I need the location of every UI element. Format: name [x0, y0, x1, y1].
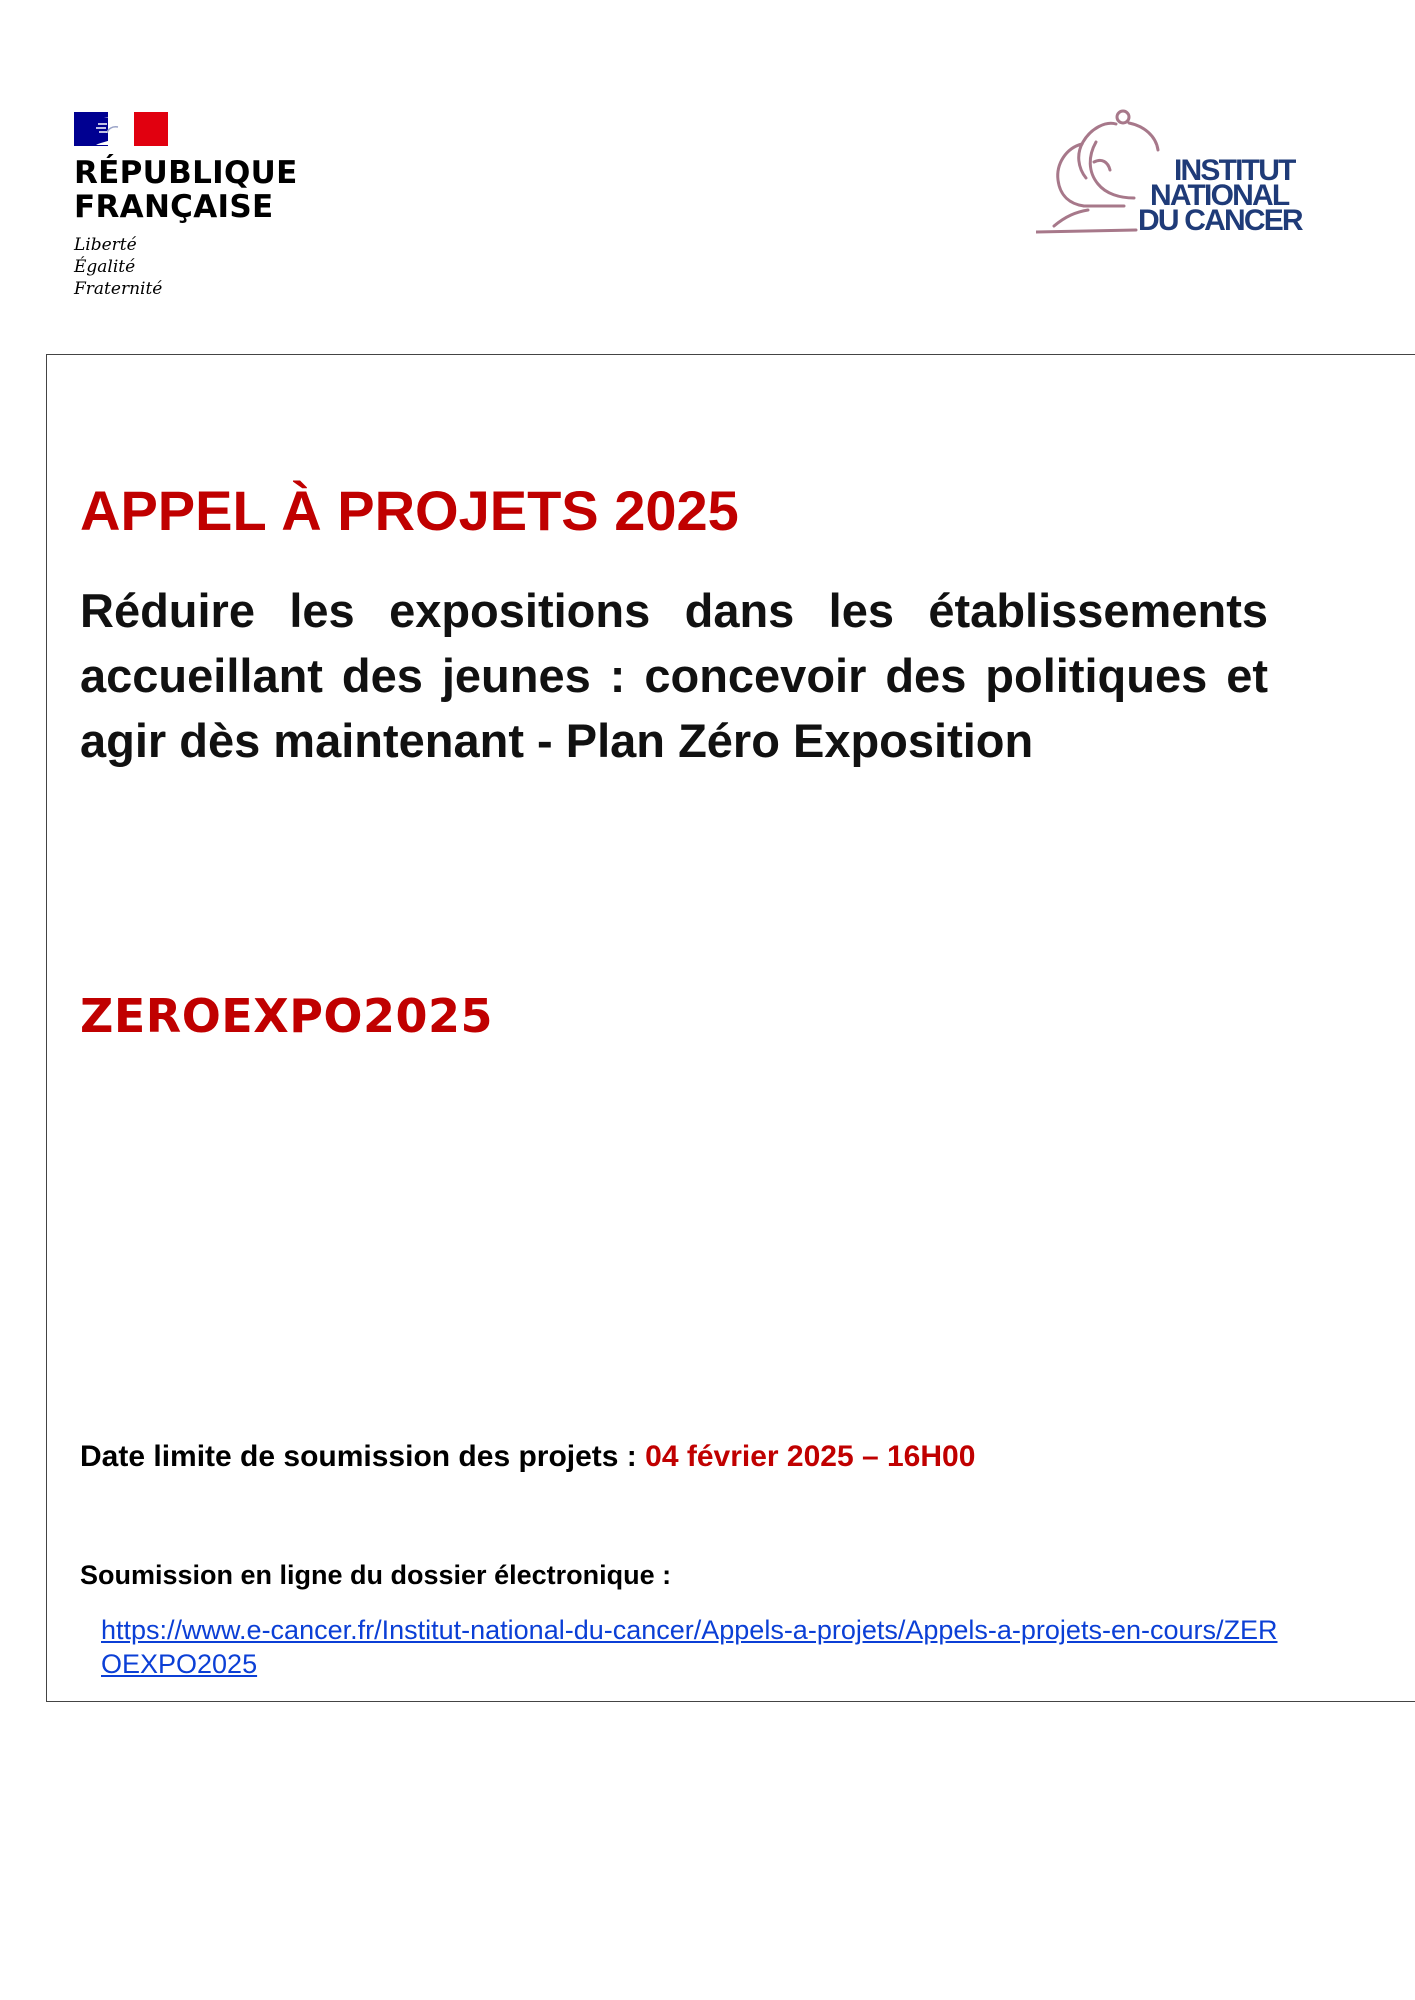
page-title: APPEL À PROJETS 2025: [80, 479, 739, 542]
inca-name-line1: INSTITUT: [1174, 154, 1295, 187]
online-submission-label: Soumission en ligne du dossier électronique :: [80, 1560, 672, 1590]
deadline-label: Date limite de soumission des projets :: [80, 1440, 646, 1473]
inca-name: [1136, 154, 1302, 237]
motto-egalite: Égalité: [74, 257, 136, 277]
republique-francaise-name: [74, 156, 334, 224]
motto-fraternite: Fraternité: [74, 279, 163, 299]
call-code: ZEROEXPO2025: [80, 989, 494, 1043]
inca-logo: [1036, 106, 1306, 236]
page-subtitle: Réduire les expositions dans les établissements accueillant des jeunes : concevoir des politiques et agir dès maintenant - Plan Zéro Exposition: [80, 584, 1268, 767]
marianne-flag-icon: [74, 112, 168, 146]
republique-motto: [74, 234, 334, 300]
submission-deadline: [80, 1437, 975, 1477]
inca-name-line3: DU CANCER: [1138, 204, 1302, 237]
motto-liberte: Liberté: [74, 235, 137, 255]
republique-francaise-logo: [74, 112, 334, 300]
republique-name-line2: FRANÇAISE: [74, 189, 274, 225]
submission-link[interactable]: https://www.e-cancer.fr/Institut-national-du-cancer/Appels-a-projets/Appels-a-projets-en-cours/ZEROEXPO2025: [101, 1615, 1278, 1679]
inca-name-line2: NATIONAL: [1150, 179, 1289, 212]
deadline-date: 04 février 2025 – 16H00: [645, 1440, 976, 1473]
republique-name-line1: RÉPUBLIQUE: [74, 155, 298, 191]
